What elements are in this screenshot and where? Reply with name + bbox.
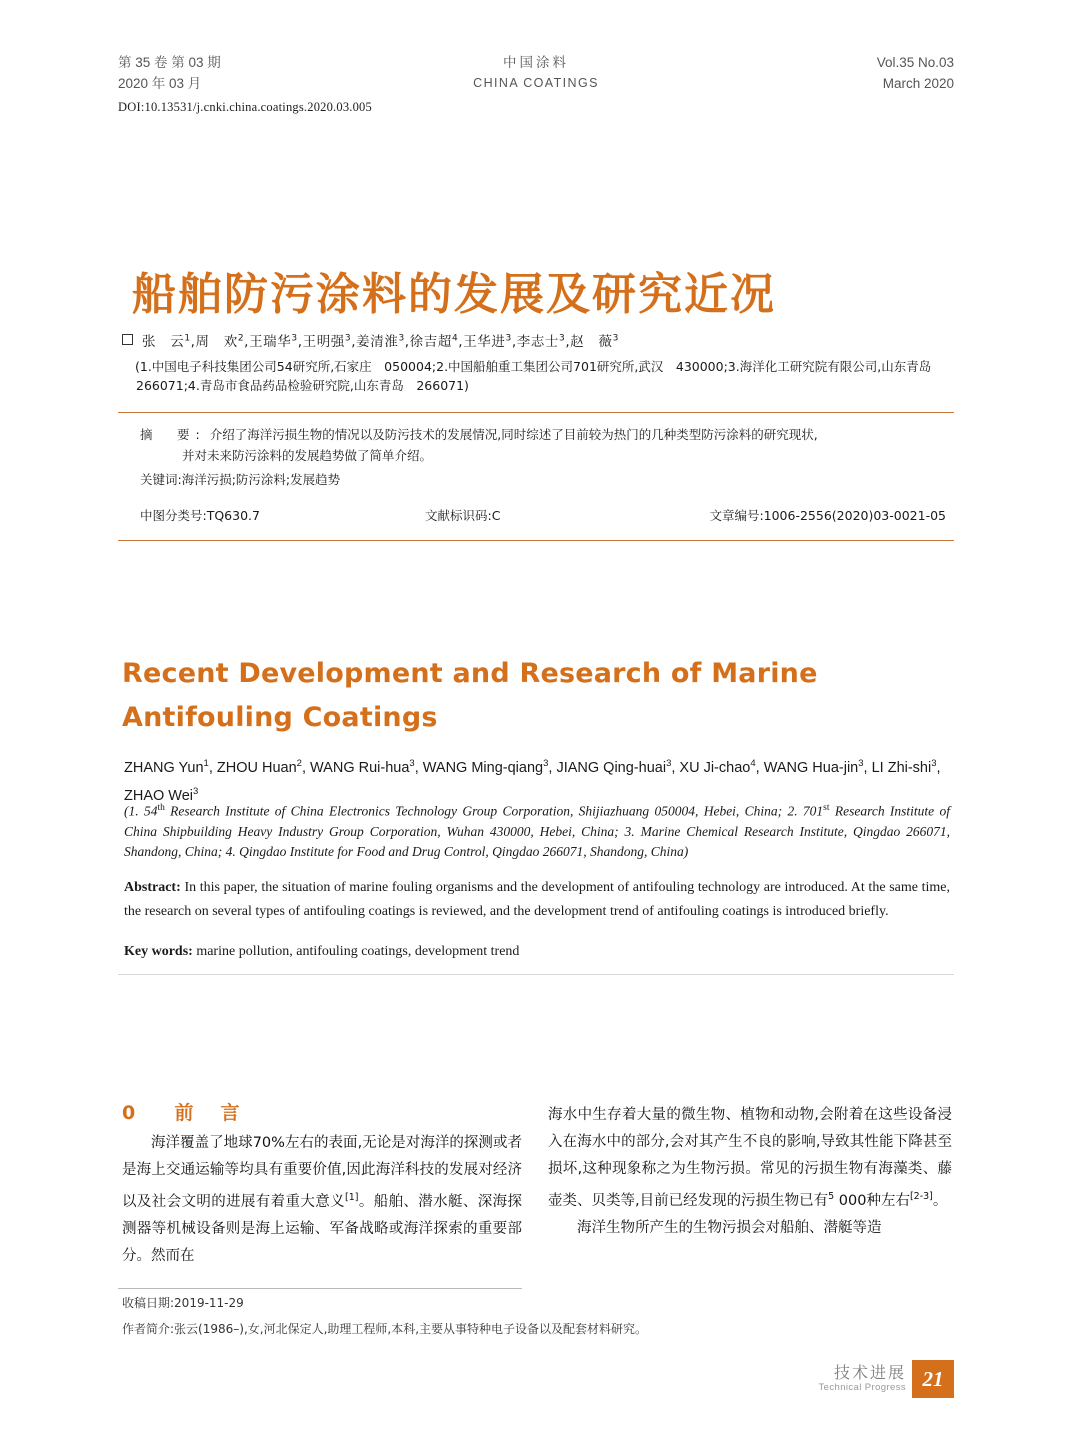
- footer-section-en: Technical Progress: [818, 1382, 906, 1393]
- volume-issue-en: Vol.35 No.03: [876, 55, 954, 70]
- abstract-cn: [140, 424, 946, 466]
- article-title-cn: 船舶防污涂料的发展及研究近况: [132, 269, 776, 320]
- body-column-right: [548, 1102, 952, 1242]
- keywords-label-en: Key words:: [124, 944, 193, 959]
- authors-cn: [122, 330, 954, 350]
- section-heading: [122, 1098, 244, 1125]
- article-title-en: Recent Development and Research of Marine Antifouling Coatings: [122, 658, 818, 733]
- issue-date-cn: 2020 年 03 月: [118, 76, 202, 91]
- article-id: 文章编号:1006-2556(2020)03-0021-05: [709, 508, 946, 523]
- running-head-left: [118, 52, 221, 94]
- journal-name-cn: 中国涂料: [502, 55, 569, 70]
- running-head-center: [473, 52, 599, 94]
- volume-issue: 第 35 卷 第 03 期: [118, 55, 221, 70]
- abstract-label-en: Abstract:: [124, 880, 181, 895]
- divider-rule-mid: [118, 540, 954, 541]
- authors-en: ZHANG Yun$^1$, ZHOU Huan$^2$, WANG Rui-hua$^3$, WANG Ming-qiang$^3$, JIANG Qing-huai$^3$, XU Ji-chao$^4$, WANG Hua-jin$^3$, LI Zhi-shi$^3$, ZHAO Wei$^3$: [124, 758, 941, 804]
- journal-name-en: CHINA COATINGS: [473, 76, 599, 90]
- divider-rule-top: [118, 412, 954, 413]
- abstract-en-text: In this paper, the situation of marine fouling organisms and the development of antifouling technology are introduced. At the same time, the research on several types of antifouling coatings is reviewed, and the development trend of antifouling coatings is introduced briefly.: [124, 880, 951, 919]
- clc-number: 中图分类号:TQ630.7: [140, 508, 260, 523]
- footnote-received-date: 收稿日期:2019-11-29: [122, 1296, 244, 1310]
- section-title: 前 言: [174, 1102, 244, 1124]
- body-paragraph-right-1: 海水中生存着大量的微生物、植物和动物,会附着在这些设备浸入在海水中的部分,会对其产生不良的影响,导致其性能下降甚至损坏,这种现象称之为生物污损。常见的污损生物有海藻类、藤壶类、贝类等,目前已经发现的污损生物已有$^5$ 000种左右[2-3]。: [548, 1107, 952, 1209]
- divider-rule-bottom: [118, 974, 954, 975]
- affiliation-en: (1. 54th Research Institute of China Electronics Technology Group Corporation, Shijiazhuang 050004, Hebei, China; 2. 701st Research Institute of China Shipbuilding Heavy Industry Group Corporation, Wuhan 430000, Hebei, China; 3. Marine Chemical Research Institute, Qingdao 266071, Shandong, China; 4. Qingdao Institute for Food and Drug Control, Qingdao 266071, Shandong, China): [124, 803, 950, 859]
- document-code: 文献标识码:C: [425, 508, 501, 523]
- keywords-en-text: marine pollution, antifouling coatings, development trend: [196, 944, 520, 959]
- affiliation-cn: (1.中国电子科技集团公司54研究所,石家庄 050004;2.中国船舶重工集团公司701研究所,武汉 430000;3.海洋化工研究院有限公司,山东青岛 266071;4.青岛市食品药品检验研究院,山东青岛 266071): [135, 359, 944, 393]
- issue-date-en: March 2020: [882, 76, 954, 91]
- abstract-cn-line1: 介绍了海洋污损生物的情况以及防污技术的发展情况,同时综述了目前较为热门的几种类型防污涂料的研究现状,: [209, 427, 818, 442]
- running-head-right: [877, 52, 954, 94]
- authors-cn-text: 张 云$^1$,周 欢$^2$,王瑞华$^3$,王明强$^3$,姜清淮$^3$,徐吉超$^4$,王华进$^3$,李志士$^3$,赵 薇$^3$: [142, 333, 619, 350]
- section-number: 0: [122, 1102, 140, 1124]
- keywords-cn: 关键词:海洋污损;防污涂料;发展趋势: [140, 472, 341, 487]
- page-footer: [764, 1360, 954, 1404]
- footnote-rule: [118, 1288, 522, 1289]
- keywords-en: [124, 944, 950, 960]
- abstract-en: [124, 876, 950, 924]
- body-paragraph-right-2: 海洋生物所产生的生物污损会对船舶、潜艇等造: [577, 1219, 882, 1236]
- authors-block-cn: [122, 330, 954, 395]
- bullet-square-icon: [122, 334, 133, 345]
- body-column-left: [122, 1130, 522, 1270]
- body-paragraph-left: 海洋覆盖了地球70%左右的表面,无论是对海洋的探测或者是海上交通运输等均具有重要价值,因此海洋科技的发展对经济以及社会文明的进展有着重大意义[1]。船舶、潜水艇、深海探测器等机械设备则是海上运输、军备战略或海洋探索的重要部分。然而在: [122, 1135, 523, 1264]
- abstract-label-cn: 摘 要:: [140, 427, 206, 442]
- footnote-author-bio: 作者简介:张云(1986–),女,河北保定人,助理工程师,本科,主要从事特种电子设备以及配套材料研究。: [122, 1322, 648, 1336]
- footer-section-cn: 技术进展: [833, 1363, 906, 1382]
- doi-text: DOI:10.13531/j.cnki.china.coatings.2020.03.005: [118, 100, 372, 114]
- abstract-cn-line2: 并对未来防污涂料的发展趋势做了简单介绍。: [182, 448, 433, 463]
- page-number: 21: [912, 1360, 954, 1398]
